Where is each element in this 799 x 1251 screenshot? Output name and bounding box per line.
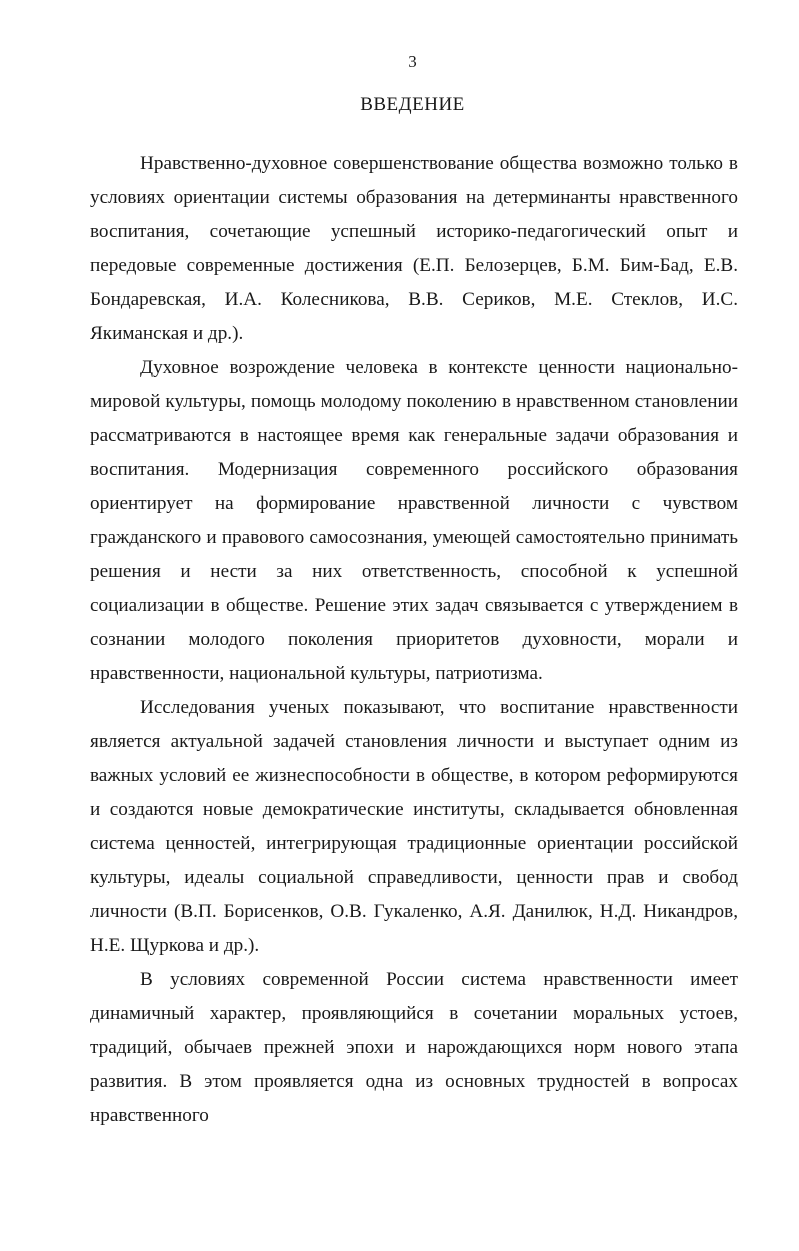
paragraph-3: Исследования ученых показывают, что воспитание нравственности является актуальной задачей становления личности и выступает одним из важных условий ее жизнеспособности в обществе, в котором реформируются и создаются новые демократические институты, складывается обновленная система ценностей, интегрирующая традиционные ориентации российской культуры, идеалы социальной справедливости, ценности прав и свобод личности (В.П. Борисенков, О.В. Гукаленко, А.Я. Данилюк, Н.Д. Никандров, Н.Е. Щуркова и др.). — [90, 697, 738, 956]
body-text — [90, 147, 738, 1133]
paragraph-2: Духовное возрождение человека в контексте ценности национально-мировой культуры, помощь молодому поколению в нравственном становлении рассматриваются в настоящее время как генеральные задачи образования и воспитания. Модернизация современного российского образования ориентирует на формирование нравственной личности с чувством гражданского и правового самосознания, умеющей самостоятельно принимать решения и нести за них ответственность, способной к успешной социализации в обществе. Решение этих задач связывается с утверждением в сознании молодого поколения приоритетов духовности, морали и нравственности, национальной культуры, патриотизма. — [90, 357, 738, 684]
page-number: 3 — [408, 52, 417, 71]
paragraph-4: В условиях современной России система нравственности имеет динамичный характер, проявляющийся в сочетании моральных устоев, традиций, обычаев прежней эпохи и нарождающихся норм нового этапа развития. В этом проявляется одна из основных трудностей в вопросах нравственного — [90, 969, 738, 1126]
paragraph-1: Нравственно-духовное совершенствование общества возможно только в условиях ориентации системы образования на детерминанты нравственного воспитания, сочетающие успешный историко-педагогический опыт и передовые современные достижения (Е.П. Белозерцев, Б.М. Бим-Бад, Е.В. Бондаревская, И.А. Колесникова, В.В. Сериков, М.Е. Стеклов, И.С. Якиманская и др.). — [90, 153, 738, 344]
page-title: ВВЕДЕНИЕ — [360, 94, 465, 115]
